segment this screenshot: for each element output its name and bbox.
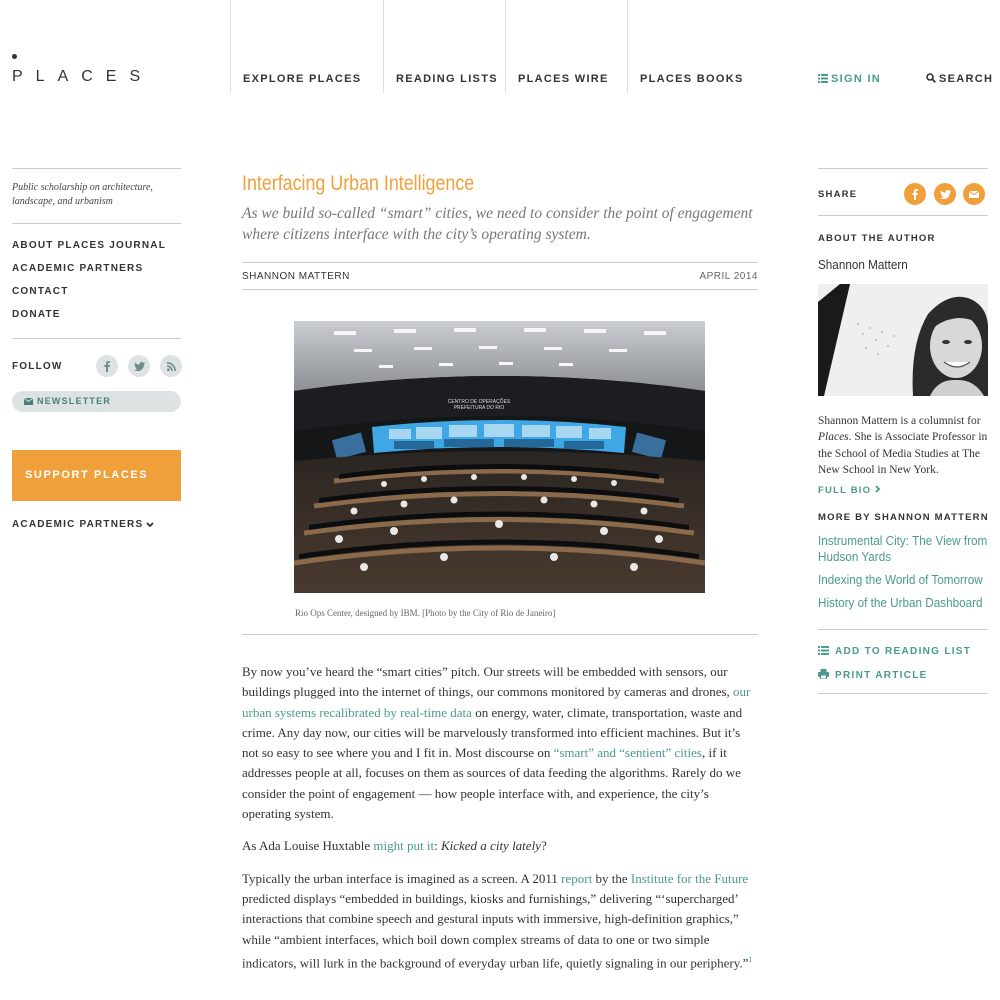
nav-places-wire[interactable]: [505, 0, 627, 93]
full-bio-label: FULL BIO: [818, 485, 872, 497]
add-to-reading-list-button[interactable]: [818, 646, 988, 669]
text: on energy, water, climate, transportation, waste and crime. Any day now, our cities will be marvelously transformed into efficient machines. But it’s not so easy to see where you and I fit in. Most discourse on: [242, 704, 743, 761]
link-report[interactable]: report: [561, 870, 593, 886]
portrait-illustration: [818, 284, 988, 396]
support-places-button[interactable]: SUPPORT PLACES: [12, 450, 181, 501]
chevron-down-icon: [146, 522, 154, 528]
paragraph: [242, 869, 758, 974]
article-title: Interfacing Urban Intelligence: [242, 172, 475, 195]
twitter-button[interactable]: [128, 355, 150, 377]
envelope-icon: [969, 191, 979, 198]
more-link-indexing-world[interactable]: Indexing the World of Tomorrow: [818, 572, 983, 588]
share-facebook-button[interactable]: [904, 183, 926, 205]
article-body: [242, 662, 758, 973]
link-donate[interactable]: DONATE: [12, 309, 61, 320]
about-author-label: ABOUT THE AUTHOR: [818, 233, 936, 244]
search-icon: [926, 73, 936, 83]
twitter-icon: [940, 190, 951, 199]
paragraph: [242, 662, 758, 824]
more-link-urban-dashboard[interactable]: History of the Urban Dashboard: [818, 595, 983, 611]
rss-button[interactable]: [160, 355, 182, 377]
divider: [242, 634, 758, 635]
about-author: [818, 216, 988, 496]
left-nav: [12, 224, 181, 332]
text: predicted displays “embedded in buildings, kiosks and furnishings,” delivering “‘supercharged’ interactions that combine speech and gestural inputs with immersive, high-definition graphics,” while “ambient interfaces, which boil down complex streams of data to one or two simple indicators, will lurk in the background of everyday urban life, quietly signaling in our periphery.”: [242, 890, 749, 971]
share-email-button[interactable]: [963, 183, 985, 205]
logo-text: PLACES: [12, 68, 154, 85]
search-label: SEARCH: [939, 73, 994, 85]
add-reading-label: ADD TO READING LIST: [835, 646, 972, 658]
search-button[interactable]: [926, 73, 993, 85]
logo-dot: [12, 54, 17, 59]
image-sign-text: CENTRO DE OPERAÇÕES: [447, 399, 511, 405]
text: , if it addresses people at all, focuses on them as sources of data feeding the algorithms. Rarely do we consider the point of engagement — how people interface with, and experience, the city’s operating system.: [242, 745, 741, 822]
more-links: [818, 533, 988, 611]
share-twitter-button[interactable]: [934, 183, 956, 205]
link-institute-for-the-future[interactable]: Institute for the Future: [630, 870, 749, 886]
link-contact[interactable]: CONTACT: [12, 286, 69, 297]
link-smart-sentient-cities[interactable]: “smart” and “sentient” cities: [553, 745, 702, 761]
ops-center-illustration: [294, 321, 705, 593]
sign-in-link[interactable]: [818, 73, 881, 85]
byline: [242, 262, 758, 290]
author-link[interactable]: SHANNON MATTERN: [242, 271, 350, 282]
author-name: Shannon Mattern: [818, 257, 908, 272]
follow-row: [12, 339, 181, 391]
facebook-icon: [912, 189, 918, 200]
footnote-link[interactable]: 1: [748, 954, 753, 964]
printer-icon: [818, 669, 829, 679]
nav-reading-lists[interactable]: [383, 0, 505, 93]
print-label: PRINT ARTICLE: [835, 670, 928, 682]
divider: [12, 168, 181, 169]
article-actions: [818, 629, 988, 692]
follow-label: FOLLOW: [12, 361, 63, 372]
author-bio: [818, 413, 988, 478]
link-urban-systems[interactable]: our urban systems recalibrated by real-time data: [242, 684, 751, 720]
paragraph: [242, 836, 758, 856]
newsletter-button[interactable]: [12, 391, 181, 412]
text: Typically the urban interface is imagined as a screen. A 2011: [242, 870, 562, 886]
text: by the: [592, 870, 631, 886]
share-label: SHARE: [818, 189, 858, 200]
text: ?: [540, 838, 547, 854]
rss-icon: [167, 362, 176, 371]
text: . She is Associate Professor in the School of Media Studies at The New School in New York.: [818, 431, 988, 476]
more-by-label: MORE BY SHANNON MATTERN: [818, 512, 989, 524]
full-bio-link[interactable]: [818, 485, 988, 496]
image-caption: Rio Ops Center, designed by IBM. [Photo by the City of Rio de Janeiro]: [295, 608, 556, 618]
nav-label: PLACES BOOKS: [640, 73, 744, 85]
article-subtitle: As we build so-called “smart” cities, we need to consider the point of engagement where citizens interface with the city’s operating system.: [242, 205, 753, 243]
facebook-icon: [104, 361, 110, 372]
publish-date: APRIL 2014: [699, 271, 758, 282]
nav-explore-places[interactable]: [230, 0, 383, 93]
tagline: Public scholarship on architecture, landscape, and urbanism: [12, 182, 153, 207]
twitter-icon: [134, 362, 145, 371]
text: By now you’ve heard the “smart cities” pitch. Our streets will be embedded with sensors, our buildings plugged into the internet of things, our commons monitored by cameras and drones,: [242, 664, 734, 700]
text: Shannon Mattern is a columnist for: [818, 415, 981, 427]
emphasis: Kicked a city lately: [440, 838, 541, 854]
link-about-places-journal[interactable]: ABOUT PLACES JOURNAL: [12, 240, 167, 251]
nav-places-books[interactable]: [627, 0, 777, 93]
svg-text:PREFEITURA DO RIO: PREFEITURA DO RIO: [453, 405, 505, 411]
academic-partners-dropdown[interactable]: [12, 519, 181, 530]
nav-label: READING LISTS: [396, 73, 498, 85]
nav-label: EXPLORE PLACES: [243, 73, 362, 85]
list-icon: [818, 74, 828, 83]
academic-partners-label: ACADEMIC PARTNERS: [12, 519, 144, 530]
list-icon: [818, 646, 829, 655]
text: As Ada Louise Huxtable: [242, 838, 374, 854]
article: [242, 168, 758, 985]
more-by-author: [818, 512, 988, 611]
link-academic-partners[interactable]: ACADEMIC PARTNERS: [12, 263, 144, 274]
facebook-button[interactable]: [96, 355, 118, 377]
share-row: [818, 169, 988, 215]
link-might-put-it[interactable]: might put it: [373, 838, 435, 854]
right-sidebar: [818, 168, 988, 694]
newsletter-label: NEWSLETTER: [37, 396, 111, 406]
chevron-right-icon: [875, 485, 881, 493]
nav-label: PLACES WIRE: [518, 73, 609, 85]
emphasis: Places: [818, 431, 849, 444]
text: :: [434, 838, 441, 854]
author-portrait: [818, 284, 988, 396]
envelope-icon: [24, 398, 33, 405]
article-image: [294, 321, 705, 593]
divider: [818, 693, 988, 694]
left-sidebar: [12, 168, 181, 530]
print-article-button[interactable]: [818, 669, 988, 692]
more-link-instrumental-city[interactable]: Instrumental City: The View from Hudson Yards: [818, 533, 988, 565]
sign-in-label: SIGN IN: [831, 73, 882, 85]
